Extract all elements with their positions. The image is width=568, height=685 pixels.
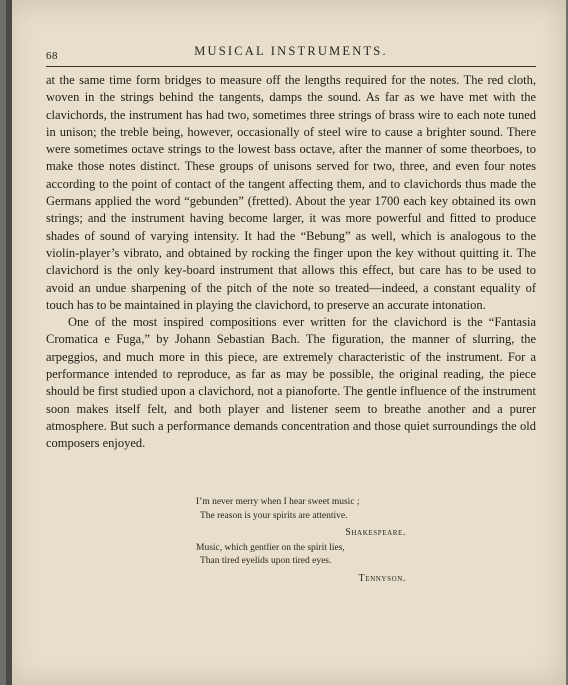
running-title: MUSICAL INSTRUMENTS.: [194, 44, 388, 58]
paragraph-2: One of the most inspired compositions ever written for the clavichord is the “Fantasia Cromatica e Fuga,” by Johann Sebastian Bach. The figuration, the manner of slurring, the arpeggios, and much more in this piece, are extremely characteristic of the instrument. For a performance intended to reproduce, as far as may be possible, the original reading, the piece should be first studied upon a clavichord, not a pianoforte. The gentle influence of the instrument soon makes itself felt, and both player and listener seem to breathe another and a purer atmosphere. But such a performance demands concentration and those quiet surroundings the old composers enjoyed.: [46, 315, 536, 451]
epigraph-quotes: [196, 496, 406, 585]
quote-attribution: Tennyson.: [358, 572, 406, 584]
quote-attribution: Shakespeare.: [345, 527, 406, 538]
body-text: [46, 72, 536, 453]
paragraph-1: at the same time form bridges to measure off the lengths required for the notes. The red cloth, woven in the strings behind the tangents, damps the sound. As far as we have met with the clavichords, the instrument has had two, sometimes three strings of brass wire to each note tuned in unison; the treble being, however, occasionally of steel wire to cause a brighter sound. There were sometimes octave strings to the lowest bass octave, after the manner of some theorboes, to make those notes distinct. These groups of unisons served for two, three, and even four notes according to the point of contact of the tangent affecting them, and to clavichords thus made the Germans applied the word “gebunden” (fretted). About the year 1700 each key obtained its own strings; and the instrument having become larger, it was more powerful and fitted to produce shades of sound of varying intensity. It had the “Bebung” as well, which is analogous to the violin-player’s vibrato, and obtained by rocking the finger upon the key without quitting it. The clavichord is the only key-board instrument that allows this effect, but care has to be used to avoid an undue sharpening of the pitch of the note so treated—indeed, a constant equality of touch has to be maintained in playing the clavichord, to preserve an accurate intonation.: [46, 73, 536, 312]
quote-line: I’m never merry when I hear sweet music ;: [196, 497, 360, 507]
quote-line: Than tired eyelids upon tired eyes.: [200, 556, 332, 566]
quote-line: The reason is your spirits are attentive.: [200, 510, 348, 521]
header-rule: [46, 66, 536, 67]
quote-line: Music, which gentlier on the spirit lies,: [196, 542, 345, 553]
binding-shadow: [6, 0, 12, 685]
page-number: 68: [46, 50, 58, 62]
book-page: [6, 0, 566, 685]
page-header: [46, 44, 536, 64]
